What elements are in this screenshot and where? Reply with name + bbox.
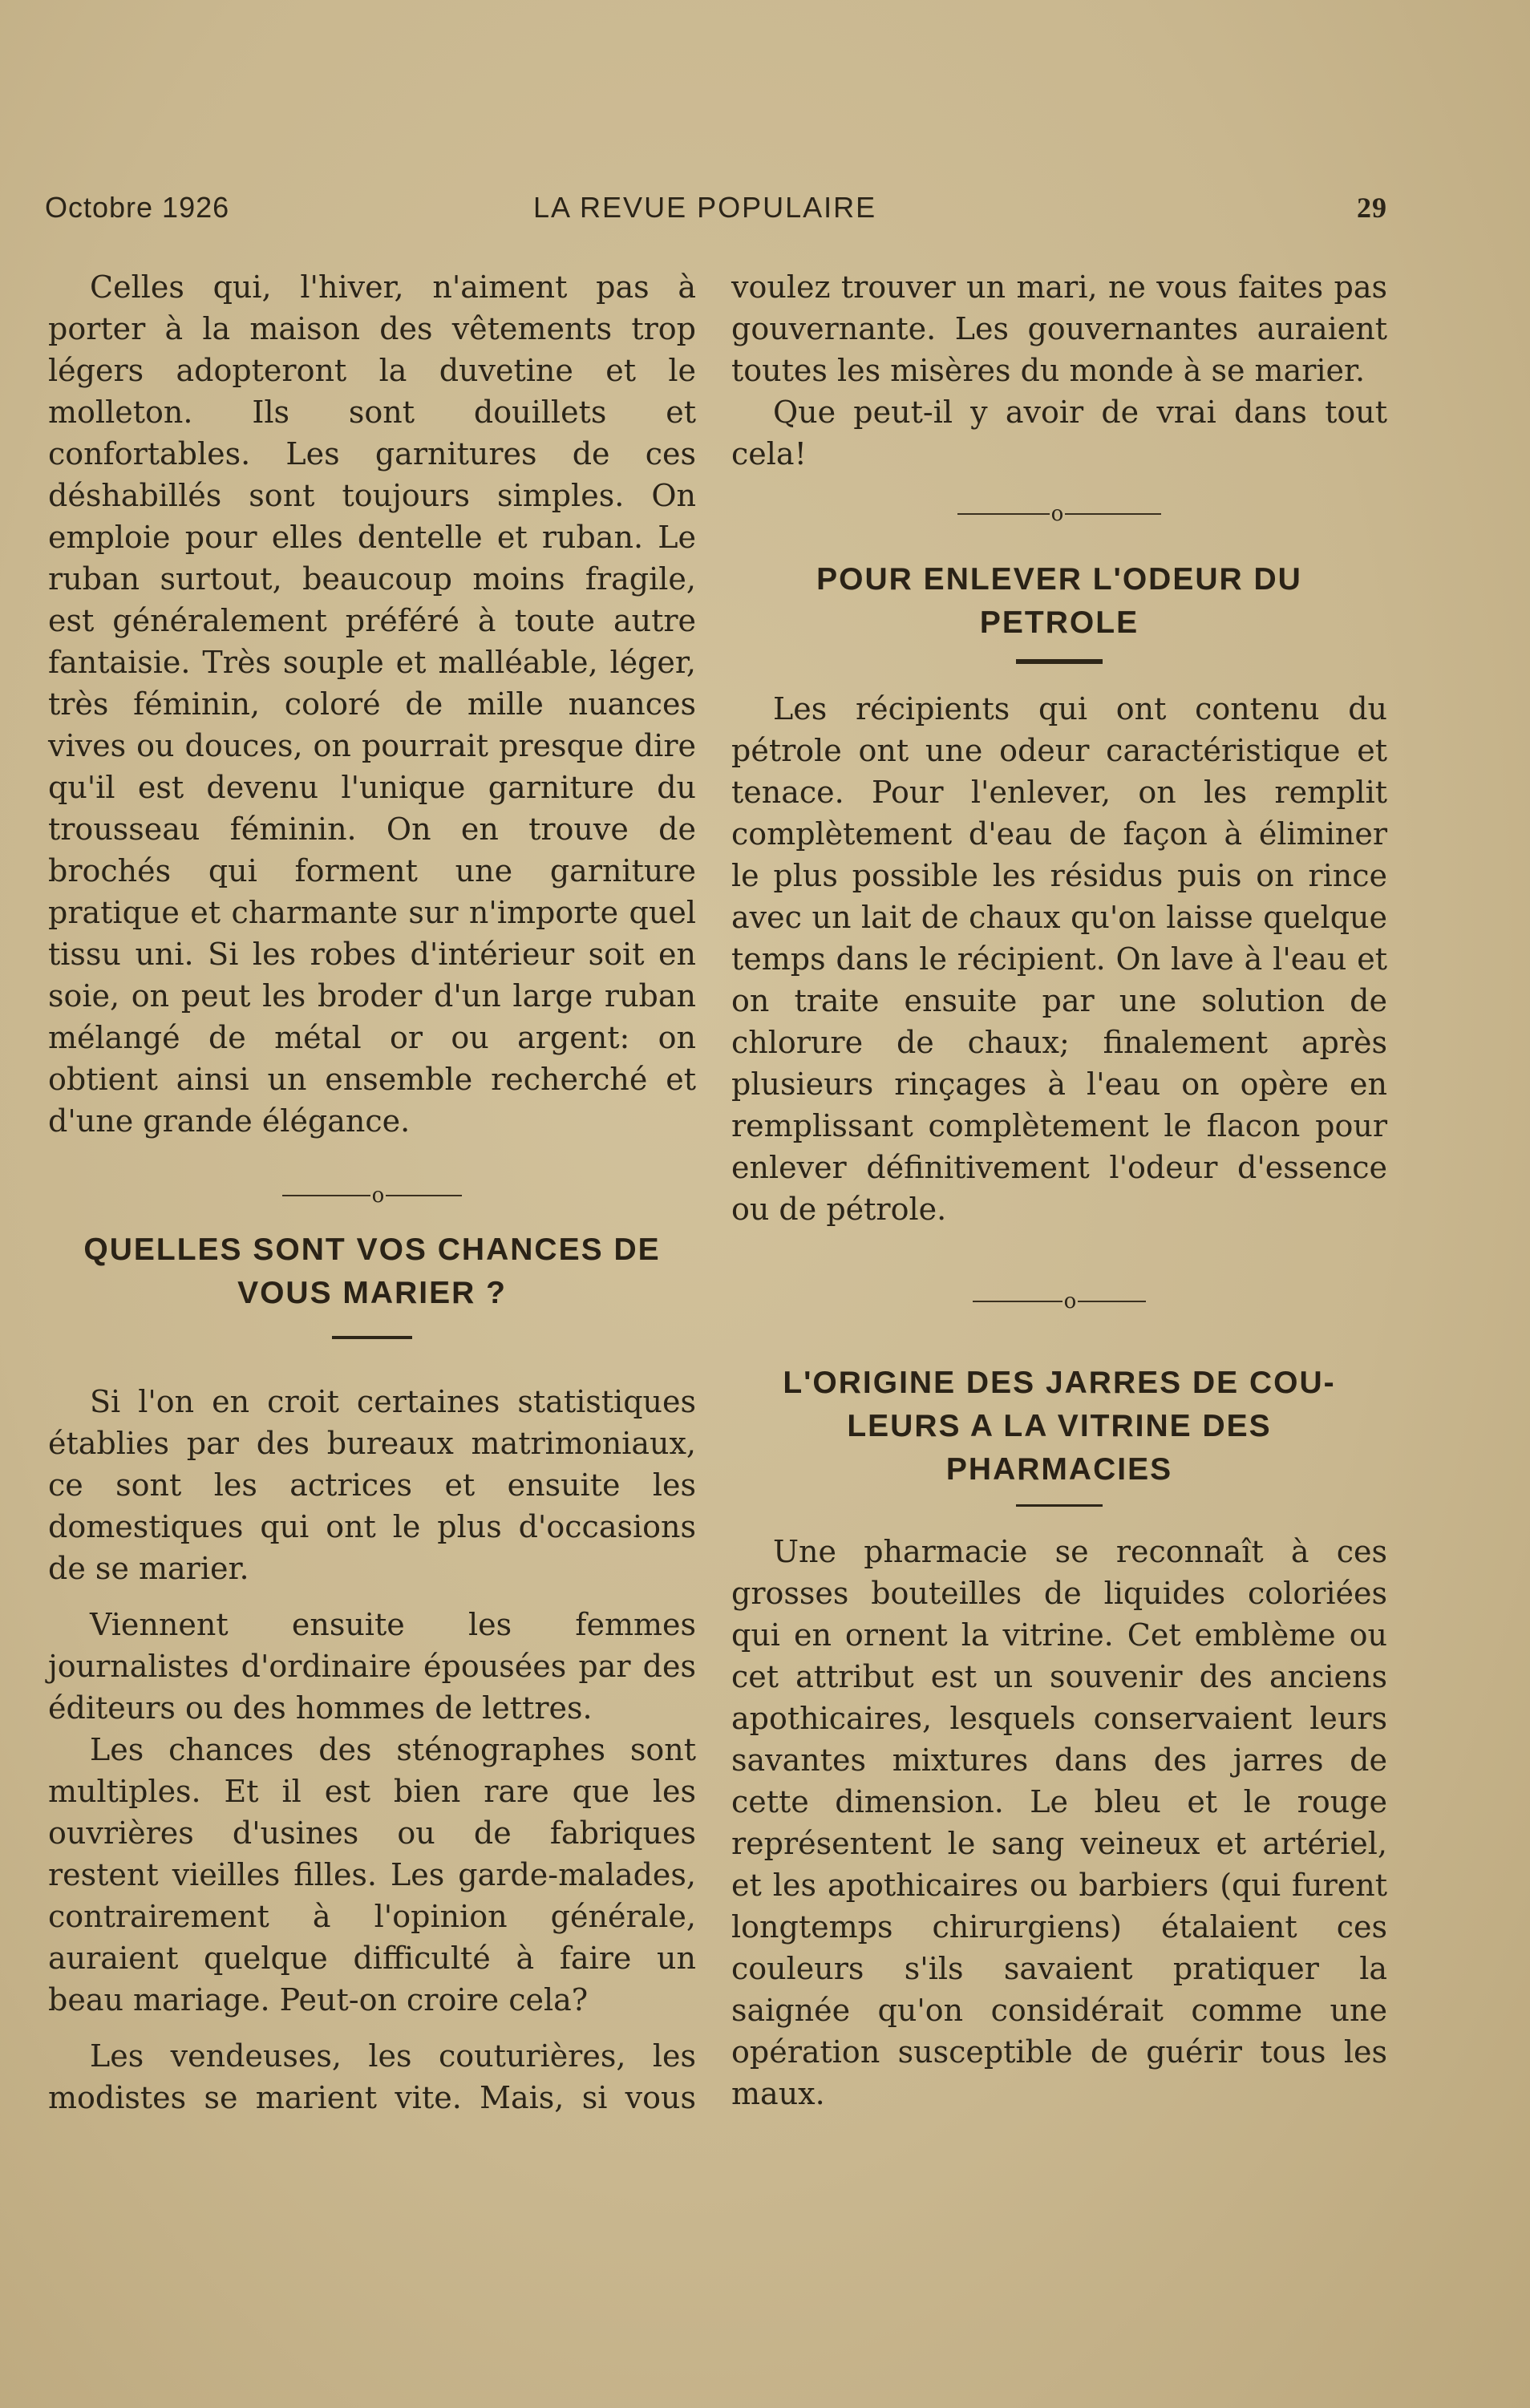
continued-paragraph: Que peut-il y avoir de vrai dans tout cela! [731, 395, 1387, 471]
article-title-petrole [731, 558, 1387, 645]
header-date: Octobre 1926 [45, 191, 230, 224]
continued-paragraph: voulez trouver un mari, ne vous faites pas gouvernante. Les gouvernantes auraient toutes les misères du monde à se marier. [731, 269, 1387, 388]
title-line: PHARMACIES [945, 1452, 1173, 1487]
section-divider: o [48, 1174, 696, 1216]
header-journal-title: LA REVUE POPULAIRE [533, 191, 877, 224]
article-paragraph: Viennent ensuite les femmes journalistes d'ordinaire épousées par des éditeurs ou des hommes de lettres. [48, 1607, 696, 1726]
title-line: L'ORIGINE DES JARRES DE COU- [783, 1366, 1336, 1400]
intro-paragraph: Celles qui, l'hiver, n'aiment pas à porter à la maison des vêtements trop légers adopteront la duvetine et le molleton. Ils sont douillets et confortables. Les garnitures de ces déshabillés sont toujours simples. On emploie pour elles dentelle et ruban. Le ruban surtout, beaucoup moins fragile, est généralement préféré à toute autre fantaisie. Très souple et malléable, léger, très féminin, coloré de mille nuances vives ou douces, on pourrait presque dire qu'il est devenu l'unique garniture du trousseau féminin. On en trouve de brochés qui forment une garniture pratique et charmante sur n'importe quel tissu uni. Si les robes d'intérieur soit en soie, on peut les broder d'un large ruban mélangé de métal or ou argent: on obtient ainsi un ensemble recherché et d'une grande élégance. [48, 269, 696, 1139]
section-divider: o [731, 1280, 1387, 1321]
article-paragraph: Si l'on en croit certaines statistiques établies par des bureaux matrimoniaux, ce sont les actrices et ensuite les domestiques qui ont le plus d'occasions de se marier. [48, 1384, 696, 1586]
article-paragraph: Les chances des sténographes sont multiples. Et il est bien rare que les ouvrières d'usines ou de fabriques restent vieilles filles. Les garde-malades, contrairement à l'opinion générale, auraient quelque difficulté à faire un beau mariage. Peut-on croire cela? [48, 1732, 696, 2017]
article-paragraph: Une pharmacie se reconnaît à ces grosses bouteilles de liquides coloriées qui en ornent la vitrine. Cet emblème ou cet attribut est un souvenir des anciens apothicaires, lesquels conservaient leurs savantes mixtures dans des jarres de cette dimension. Le bleu et le rouge représentent le sang veineux et artériel, et les apothicaires ou barbiers (qui furent longtemps chirurgiens) étalaient ces couleurs s'ils savaient pratiquer la saignée qu'on considérait comme une opération susceptible de guérir tous les maux. [731, 1534, 1387, 2111]
header-page-number: 29 [1357, 192, 1387, 224]
title-line: POUR ENLEVER L'ODEUR DU [816, 562, 1302, 597]
article-paragraph: Les vendeuses, les couturières, les modistes se marient vite. Mais, si vous [48, 2038, 696, 2115]
article-title-jarres [731, 1362, 1387, 1491]
left-column [48, 266, 696, 2119]
title-line: LEURS A LA VITRINE DES [847, 1409, 1272, 1443]
right-column [731, 266, 1387, 2115]
article-paragraph: Les récipients qui ont contenu du pétrole ont une odeur caractéristique et tenace. Pour l'enlever, on les remplit complètement d'eau de façon à éliminer le plus possible les résidus puis on rince avec un lait de chaux qu'on laisse quelque temps dans le récipient. On lave à l'eau et on traite ensuite par une solution de chlorure de chaux; finalement après plusieurs rinçages à l'eau on opère en remplissant complètement le flacon pour enlever définitivement l'odeur d'essence ou de pétrole. [731, 691, 1387, 1227]
title-line: PETROLE [979, 605, 1139, 640]
running-header [40, 186, 1387, 226]
title-line: VOUS MARIER ? [237, 1276, 507, 1310]
section-divider: o [731, 492, 1387, 534]
title-line: QUELLES SONT VOS CHANCES DE [83, 1232, 661, 1267]
article-title-chances [48, 1228, 696, 1315]
